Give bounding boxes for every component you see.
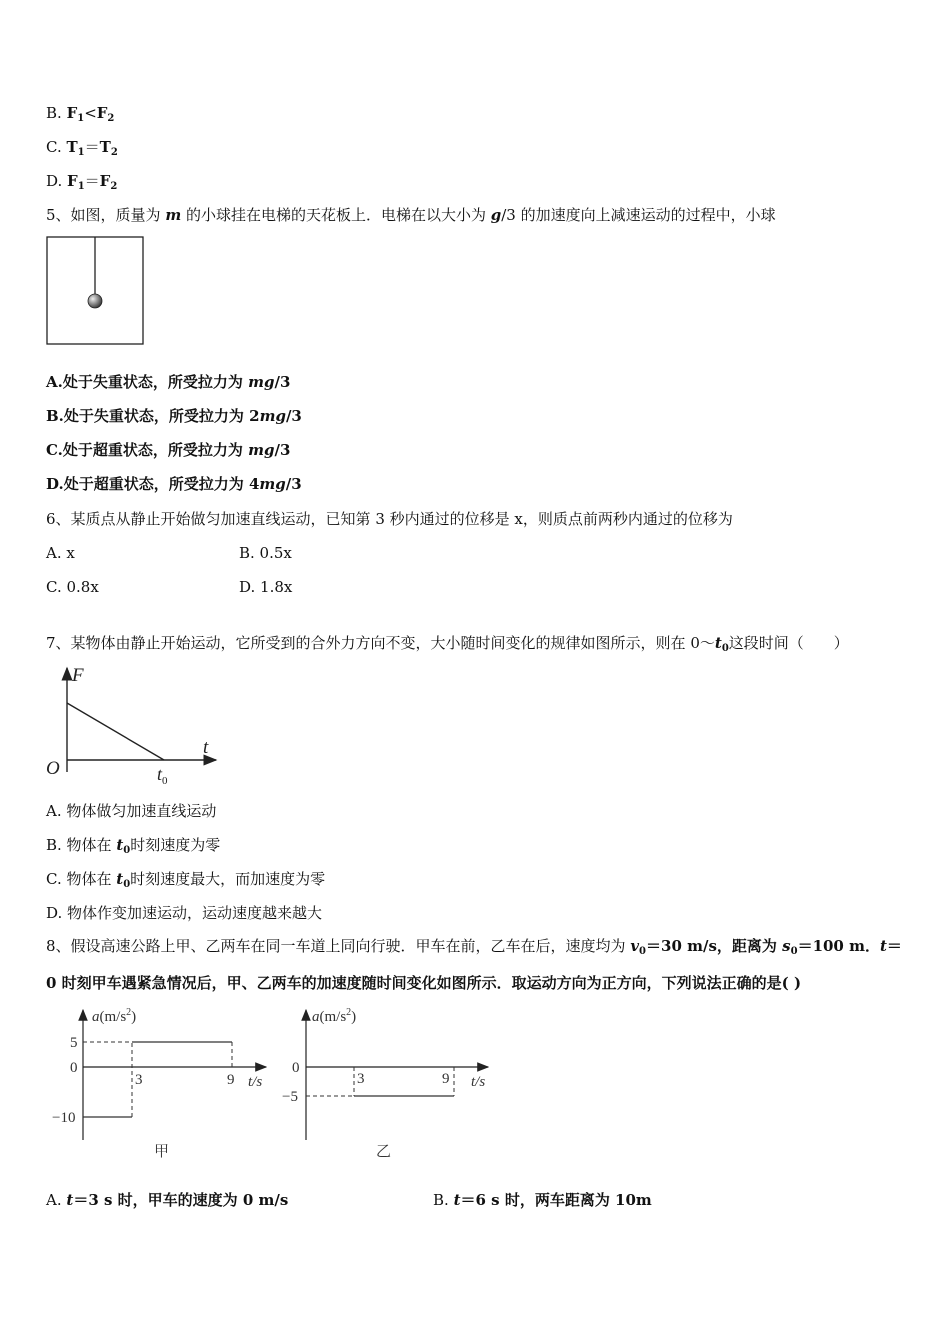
- q5-option-b: B.处于失重状态，所受拉力为 2mg/3: [46, 407, 302, 425]
- q4-option-c: C. $T_1=T_2$: [46, 138, 118, 158]
- tick-x-9: 9: [227, 1072, 235, 1088]
- q7-force-time-graph: [40, 660, 230, 790]
- q8-option-b: B. t＝6 s 时，两车距离为 10m: [433, 1191, 652, 1209]
- q5-option-a: A.处于失重状态，所受拉力为 mg/3: [46, 373, 291, 391]
- q6-option-b: B. 0.5x: [239, 544, 292, 562]
- tick-x-3: 3: [357, 1071, 365, 1087]
- q6-option-d: D. 1.8x: [239, 578, 293, 596]
- t0-label: $t_0$: [157, 764, 168, 787]
- caption: 乙: [376, 1144, 392, 1160]
- q6-stem: 6、某质点从静止开始做匀加速直线运动，已知第 3 秒内通过的位移是 x，则质点前两秒内通过的位移为: [46, 510, 733, 528]
- tick-y-5: 5: [70, 1035, 78, 1051]
- q5-elevator-figure: [46, 236, 146, 346]
- ball: [88, 294, 102, 308]
- y-axis-label: F: [72, 665, 84, 686]
- q7-stem: 7、某物体由静止开始运动，它所受到的合外力方向不变，大小随时间变化的规律如图所示，则在 $0\sim t_0$这段时间（ ）: [46, 634, 849, 654]
- q5-stem: 5、如图，质量为 m 的小球挂在电梯的天花板上．电梯在以大小为 g/3 的加速度向上减速运动的过程中，小球: [46, 206, 776, 224]
- tick-y-0: 0: [70, 1060, 78, 1076]
- tick-x-3: 3: [135, 1072, 143, 1088]
- caption: 甲: [154, 1144, 170, 1160]
- q5-option-c: C.处于超重状态，所受拉力为 mg/3: [46, 441, 291, 459]
- tick-y-neg10: −10: [52, 1110, 76, 1126]
- force-line: [67, 703, 164, 760]
- q7-option-d: D. 物体作变加速运动，运动速度越来越大: [46, 904, 323, 922]
- y-axis-label: $a(m/s^2)$: [92, 1007, 137, 1025]
- q8-stem-line1: 8、假设高速公路上甲、乙两车在同一车道上同向行驶．甲车在前，乙车在后，速度均为 $v_0=30$ m/s，距离为 $s_0=100$ m．t＝: [46, 937, 902, 957]
- q6-option-c: C. 0.8x: [46, 578, 99, 596]
- tick-y-0: 0: [292, 1060, 300, 1076]
- y-axis-label: $a(m/s^2)$: [312, 1007, 357, 1025]
- x-axis-label: t/s: [248, 1074, 263, 1090]
- q4-option-d: D. $F_1=F_2$: [46, 172, 118, 192]
- x-axis-label: t/s: [471, 1074, 486, 1090]
- q8-graph-yi: [270, 1000, 510, 1165]
- q7-option-b: B. 物体在 $t_0$时刻速度为零: [46, 836, 221, 856]
- q5-option-d: D.处于超重状态，所受拉力为 4mg/3: [46, 475, 302, 493]
- q7-option-a: A. 物体做匀加速直线运动: [46, 802, 217, 820]
- q7-option-c: C. 物体在 $t_0$时刻速度最大，而加速度为零: [46, 870, 326, 890]
- origin-label: O: [46, 758, 60, 779]
- q6-option-a: A. x: [46, 544, 75, 562]
- q8-stem-line2: 0 时刻甲车遇紧急情况后，甲、乙两车的加速度随时间变化如图所示．取运动方向为正方向，下列说法正确的是( ): [46, 974, 802, 992]
- tick-y-neg5: −5: [282, 1089, 298, 1105]
- q4-option-b: B. $F_1<F_2$: [46, 104, 115, 124]
- x-axis-label: t: [203, 737, 209, 758]
- q8-graph-jia: [40, 1000, 280, 1165]
- tick-x-9: 9: [442, 1071, 450, 1087]
- q8-option-a: A. t＝3 s 时，甲车的速度为 0 m/s: [46, 1191, 289, 1209]
